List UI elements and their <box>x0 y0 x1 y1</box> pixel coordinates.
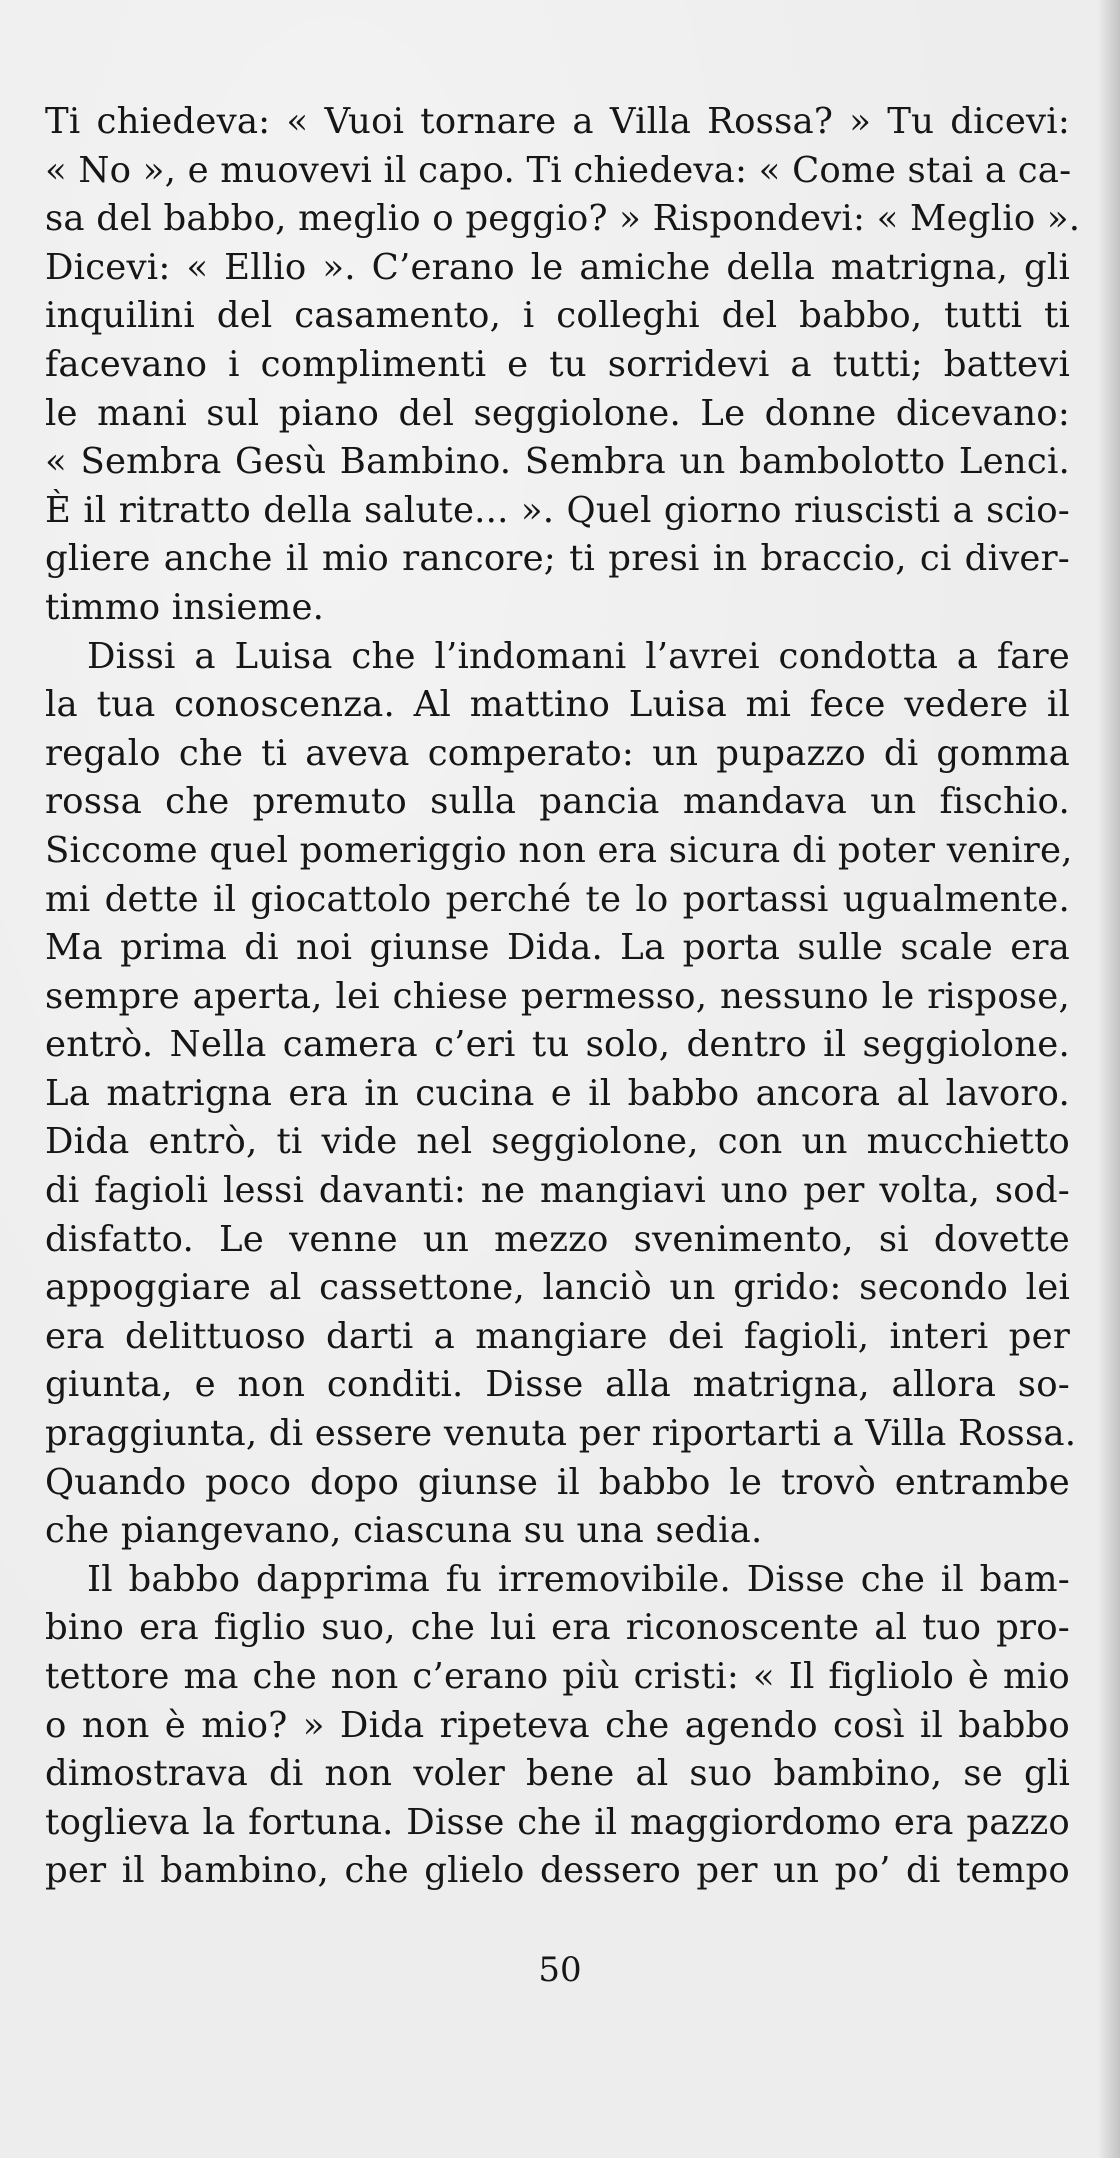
text-line: regalo che ti aveva comperato: un pupazzo di gomma <box>45 732 1070 774</box>
text-line: le mani sul piano del seggiolone. Le donne dicevano: <box>45 392 1070 434</box>
text-line: o non è mio? » Dida ripeteva che agendo così il babbo <box>45 1704 1070 1746</box>
text-line: È il ritratto della salute... ». Quel giorno riuscisti a scio- <box>45 489 1070 531</box>
text-line: sempre aperta, lei chiese permesso, nessuno le rispose, <box>45 975 1070 1017</box>
text-line: inquilini del casamento, i colleghi del babbo, tutti ti <box>45 295 1070 337</box>
text-line: appoggiare al cassettone, lanciò un grido: secondo lei <box>45 1267 1070 1309</box>
text-line-paragraph-start: Il babbo dapprima fu irremovibile. Disse che il bam- <box>87 1558 1070 1600</box>
text-line: gliere anche il mio rancore; ti presi in braccio, ci diver- <box>45 538 1070 580</box>
body-text <box>45 98 1081 1896</box>
text-line: Dida entrò, ti vide nel seggiolone, con un mucchietto <box>45 1121 1070 1163</box>
text-line: rossa che premuto sulla pancia mandava un fischio. <box>45 781 1070 823</box>
text-line-paragraph-end: che piangevano, ciascuna su una sedia. <box>45 1510 763 1552</box>
text-line: la tua conoscenza. Al mattino Luisa mi fece vedere il <box>45 684 1070 726</box>
text-line: toglieva la fortuna. Disse che il maggiordomo era pazzo <box>45 1801 1070 1843</box>
text-line: giunta, e non conditi. Disse alla matrigna, allora so- <box>45 1364 1070 1406</box>
text-line: Ti chiedeva: « Vuoi tornare a Villa Rossa? » Tu dicevi: <box>45 101 1070 142</box>
text-line: « Sembra Gesù Bambino. Sembra un bambolotto Lenci. <box>45 441 1070 483</box>
text-line: bino era figlio suo, che lui era riconoscente al tuo pro- <box>45 1607 1070 1649</box>
text-line: entrò. Nella camera c’eri tu solo, dentro il seggiolone. <box>45 1024 1070 1066</box>
text-line: per il bambino, che glielo dessero per un po’ di tempo <box>45 1850 1070 1892</box>
page-number: 50 <box>538 1950 582 1990</box>
text-line: dimostrava di non voler bene al suo bambino, se gli <box>45 1753 1070 1795</box>
text-line: La matrigna era in cucina e il babbo ancora al lavoro. <box>45 1072 1070 1114</box>
page-edge-shadow <box>1098 0 1120 2158</box>
text-line: sa del babbo, meglio o peggio? » Rispondevi: « Meglio ». <box>45 198 1081 240</box>
text-line: era delittuoso darti a mangiare dei fagioli, interi per <box>45 1315 1070 1357</box>
text-line: Dicevi: « Ellio ». C’erano le amiche della matrigna, gli <box>45 246 1070 288</box>
text-line: facevano i complimenti e tu sorridevi a tutti; battevi <box>45 343 1070 385</box>
text-line-paragraph-start: Dissi a Luisa che l’indomani l’avrei condotta a fare <box>87 635 1070 677</box>
text-line: praggiunta, di essere venuta per riportarti a Villa Rossa. <box>45 1413 1077 1455</box>
text-line: di fagioli lessi davanti: ne mangiavi uno per volta, sod- <box>45 1170 1070 1212</box>
text-line: mi dette il giocattolo perché te lo portassi ugualmente. <box>45 878 1070 920</box>
text-line: tettore ma che non c’erano più cristi: « Il figliolo è mio <box>45 1656 1070 1697</box>
text-line: « No », e muovevi il capo. Ti chiedeva: « Come stai a ca- <box>45 149 1072 191</box>
text-line: Quando poco dopo giunse il babbo le trovò entrambe <box>45 1461 1070 1503</box>
text-line-paragraph-end: timmo insieme. <box>45 586 325 628</box>
text-line: Ma prima di noi giunse Dida. La porta sulle scale era <box>45 927 1070 969</box>
text-line: Siccome quel pomeriggio non era sicura di poter venire, <box>45 829 1073 871</box>
text-line: disfatto. Le venne un mezzo svenimento, si dovette <box>45 1218 1070 1260</box>
